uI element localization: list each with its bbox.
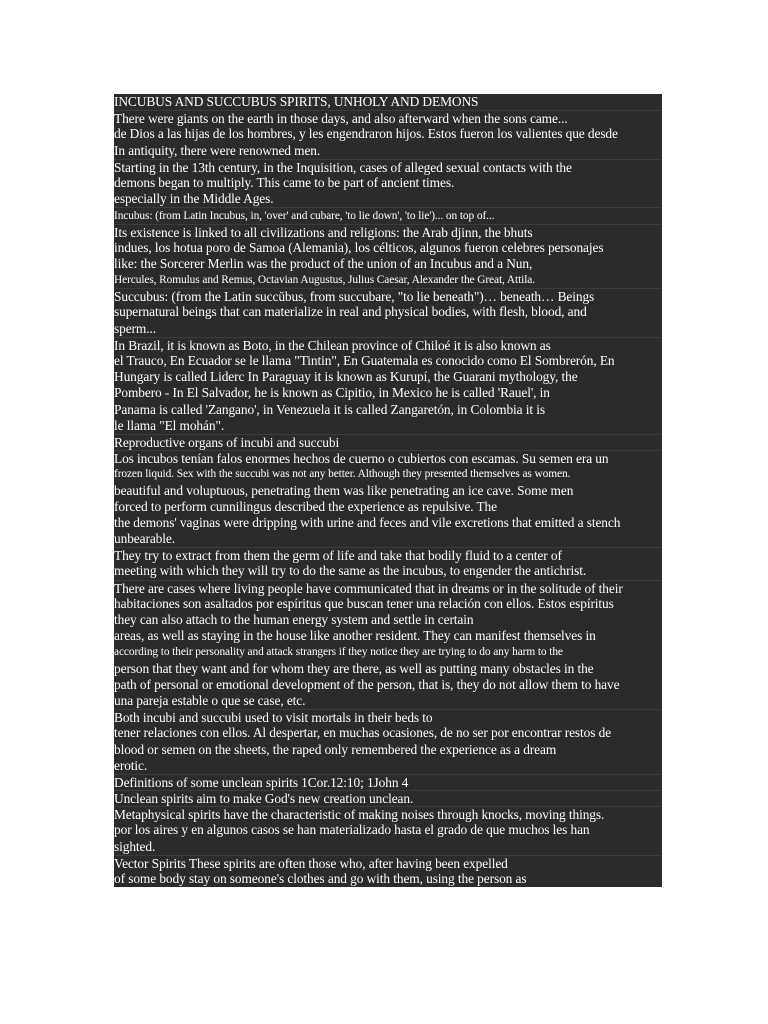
text-line: forced to perform cunnilingus described the experience as repulsive. The (114, 499, 662, 515)
text-line: Its existence is linked to all civilizations and religions: the Arab djinn, the bhuts (114, 224, 662, 240)
text-line: Definitions of some unclean spirits 1Cor.12:10; 1John 4 (114, 774, 662, 790)
text-line: Vector Spirits These spirits are often those who, after having been expelled (114, 855, 662, 871)
text-line: according to their personality and attack strangers if they notice they are trying to do any harm to the (114, 644, 662, 660)
text-line: unbearable. (114, 531, 662, 547)
text-line: Hungary is called Liderc In Paraguay it is known as Kurupí, the Guarani mythology, the (114, 369, 662, 385)
text-line: Hercules, Romulus and Remus, Octavian Augustus, Julius Caesar, Alexander the Great, Attila. (114, 272, 662, 288)
text-line: Panama is called 'Zangano', in Venezuela it is called Zangaretón, in Colombia it is (114, 402, 662, 418)
text-line: le llama "El mohán". (114, 418, 662, 434)
text-line: demons began to multiply. This came to be part of ancient times. (114, 175, 662, 191)
text-line: indues, los hotua poro de Samoa (Alemania), los célticos, algunos fueron celebres personajes (114, 240, 662, 256)
text-line: beautiful and voluptuous, penetrating them was like penetrating an ice cave. Some men (114, 483, 662, 499)
text-line: frozen liquid. Sex with the succubi was not any better. Although they presented themselves as women. (114, 466, 662, 482)
text-line: Starting in the 13th century, in the Inquisition, cases of alleged sexual contacts with the (114, 159, 662, 175)
document-text-block (114, 94, 662, 887)
text-line: Both incubi and succubi used to visit mortals in their beds to (114, 709, 662, 725)
text-line: erotic. (114, 758, 662, 774)
text-line: they can also attach to the human energy system and settle in certain (114, 612, 662, 628)
text-line: They try to extract from them the germ of life and take that bodily fluid to a center of (114, 547, 662, 563)
text-line: Succubus: (from the Latin succŭbus, from succubare, "to lie beneath")… beneath… Beings (114, 288, 662, 304)
document-title: INCUBUS AND SUCCUBUS SPIRITS, UNHOLY AND DEMONS (114, 94, 662, 110)
text-line: In Brazil, it is known as Boto, in the Chilean province of Chiloé it is also known as (114, 337, 662, 353)
text-line: Unclean spirits aim to make God's new creation unclean. (114, 790, 662, 806)
text-line: supernatural beings that can materialize in real and physical bodies, with flesh, blood, and (114, 304, 662, 320)
text-line: the demons' vaginas were dripping with urine and feces and vile excretions that emitted a stench (114, 515, 662, 531)
text-line: sighted. (114, 839, 662, 855)
text-line: una pareja estable o que se case, etc. (114, 693, 662, 709)
text-line: There were giants on the earth in those days, and also afterward when the sons came... (114, 110, 662, 126)
text-line: especially in the Middle Ages. (114, 191, 662, 207)
text-line: There are cases where living people have communicated that in dreams or in the solitude of their (114, 580, 662, 596)
text-line: tener relaciones con ellos. Al despertar, en muchas ocasiones, de no ser por encontrar restos de (114, 725, 662, 741)
text-line: of some body stay on someone's clothes and go with them, using the person as (114, 871, 662, 887)
text-line: Incubus: (from Latin Incubus, in, 'over' and cubare, 'to lie down', 'to lie')... on top of... (114, 207, 662, 223)
text-line: Reproductive organs of incubi and succubi (114, 434, 662, 450)
text-line: areas, as well as staying in the house like another resident. They can manifest themselves in (114, 628, 662, 644)
text-line: Metaphysical spirits have the characteristic of making noises through knocks, moving things. (114, 806, 662, 822)
text-line: In antiquity, there were renowned men. (114, 143, 662, 159)
text-line: like: the Sorcerer Merlin was the product of the union of an Incubus and a Nun, (114, 256, 662, 272)
text-line: person that they want and for whom they are there, as well as putting many obstacles in the (114, 661, 662, 677)
text-line: por los aires y en algunos casos se han materializado hasta el grado de que muchos les han (114, 822, 662, 838)
text-line: path of personal or emotional development of the person, that is, they do not allow them to have (114, 677, 662, 693)
text-line: meeting with which they will try to do the same as the incubus, to engender the antichrist. (114, 563, 662, 579)
text-line: habitaciones son asaltados por espíritus que buscan tener una relación con ellos. Estos espíritus (114, 596, 662, 612)
text-line: blood or semen on the sheets, the raped only remembered the experience as a dream (114, 742, 662, 758)
text-line: sperm... (114, 321, 662, 337)
text-line: Pombero - In El Salvador, he is known as Cipitio, in Mexico he is called 'Rauel', in (114, 385, 662, 401)
text-line: Los incubos tenían falos enormes hechos de cuerno o cubiertos con escamas. Su semen era un (114, 450, 662, 466)
text-line: el Trauco, En Ecuador se le llama "Tintin", En Guatemala es conocido como El Sombrerón, En (114, 353, 662, 369)
text-line: de Dios a las hijas de los hombres, y les engendraron hijos. Estos fueron los valientes que desde (114, 126, 662, 142)
